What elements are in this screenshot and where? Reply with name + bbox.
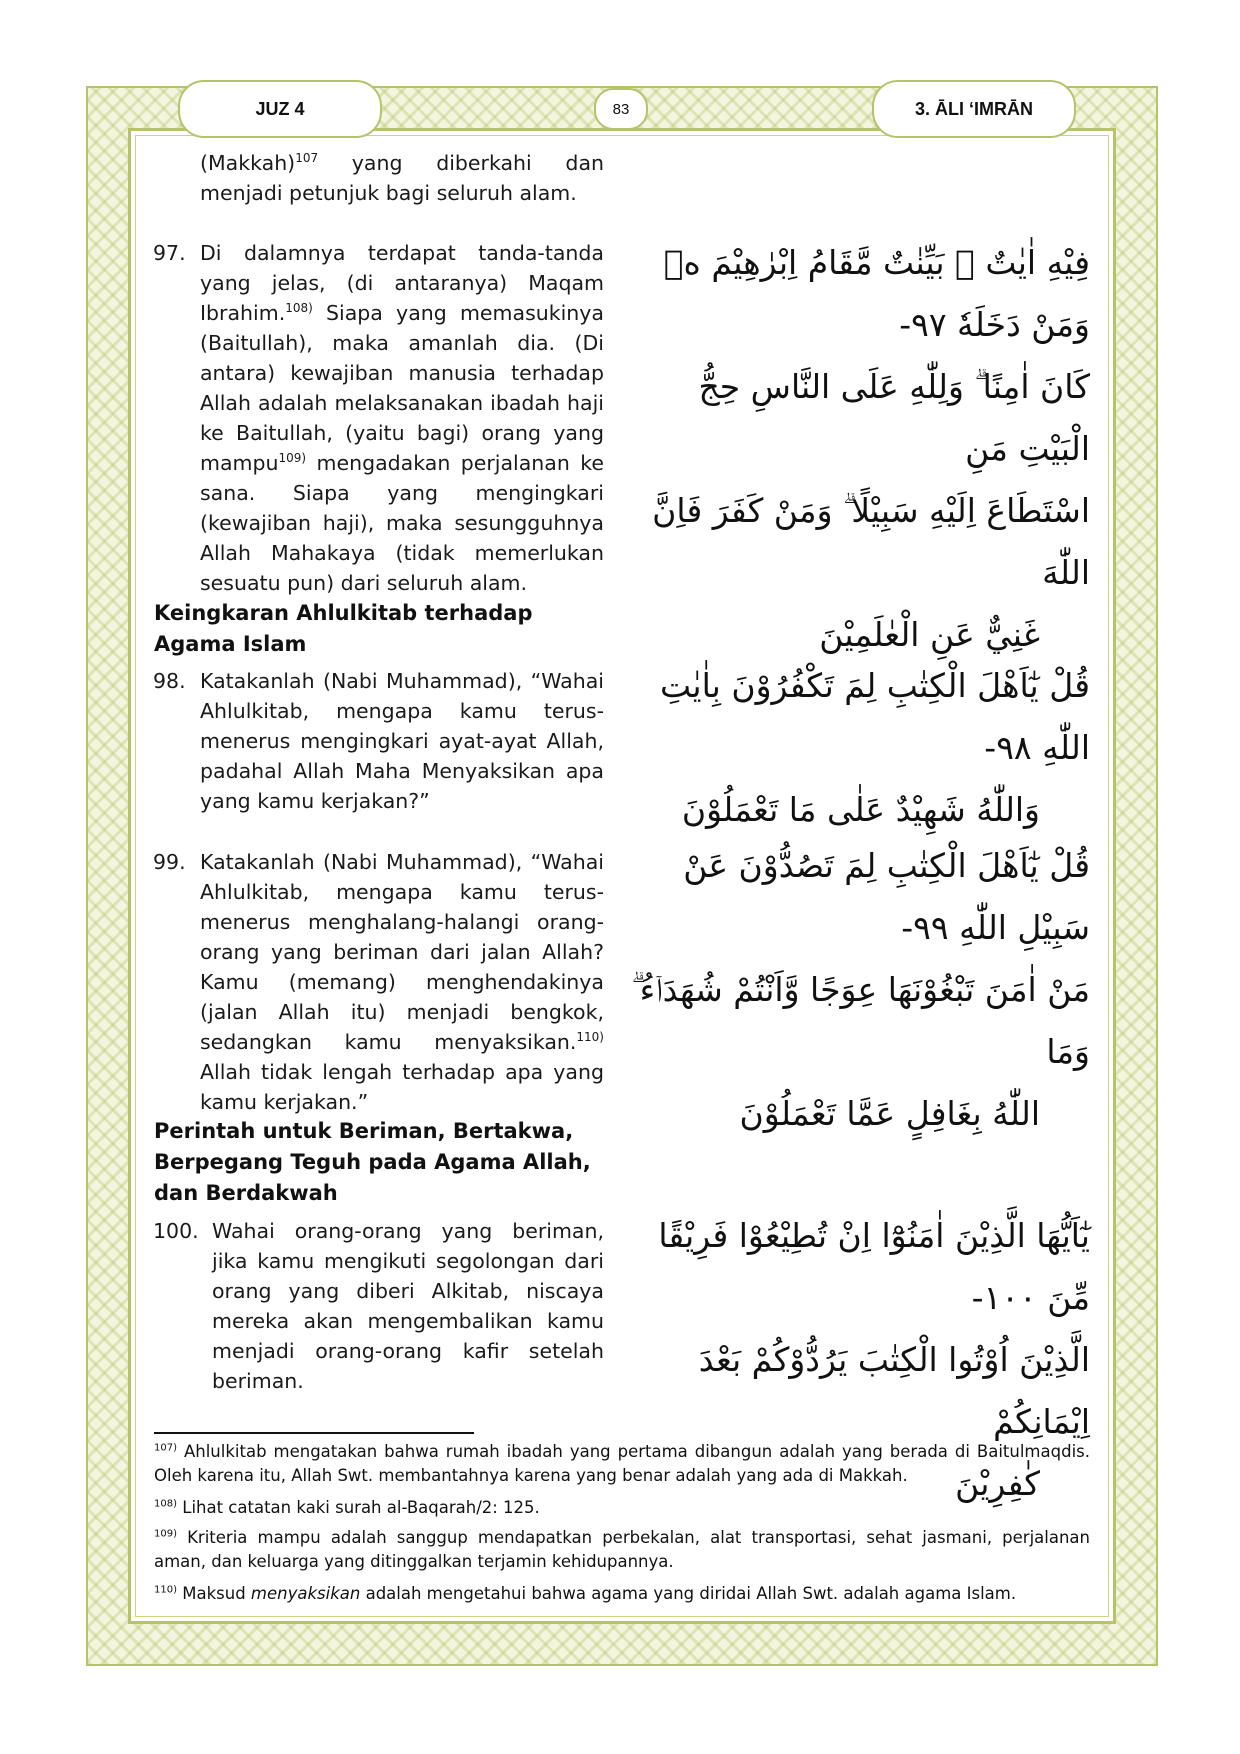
verse-100-arabic: يٰٓاَيُّهَا الَّذِيْنَ اٰمَنُوْٓا اِنْ تُطِيْعُوْا فَرِيْقًا مِّنَ ١٠٠- الَّذِيْنَ اُوْتُوا الْكِتٰبَ يَرُدُّوْكُمْ بَعْدَ اِيْمَانِكُمْ كٰفِرِيْنَ (658, 1216, 1090, 1503)
footnote-divider (154, 1432, 474, 1434)
verse-98-arabic: قُلْ يٰٓاَهْلَ الْكِتٰبِ لِمَ تَكْفُرُوْنَ بِاٰيٰتِ اللّٰهِ ٩٨- وَاللّٰهُ شَهِيْدٌ عَلٰى مَا تَعْمَلُوْنَ (660, 666, 1090, 829)
verse-number-100: 100. (153, 1219, 199, 1243)
verse-97-arabic: فِيْهِ اٰيٰتٌ ۢ بَيِّنٰتٌ مَّقَامُ اِبْرٰهِيْمَ ەۚ وَمَنْ دَخَلَهٗ ٩٧- كَانَ اٰمِنًا ۗ وَلِلّٰهِ عَلَى النَّاسِ حِجُّ الْبَيْتِ مَنِ اسْتَطَاعَ اِلَيْهِ سَبِيْلًا ۗ وَمَنْ كَفَرَ فَاِنَّ اللّٰهَ غَنِيٌّ عَنِ الْعٰلَمِيْنَ (652, 243, 1090, 654)
verse-100-translation: Wahai orang-orang yang beriman, jika kamu mengikuti segolongan dari orang yang diberi Alkitab, niscaya mereka akan mengembalikan kamu menjadi orang-orang kafir setelah beriman. (212, 1219, 604, 1393)
page-number: 83 (594, 88, 648, 130)
footnote-107: $^{107)}$ Ahlulkitab mengatakan bahwa rumah ibadah yang pertama dibangun adalah yang berada di Baitulmaqdis. Oleh karena itu, Allah Swt. membantahnya karena yang benar adalah yang ada di Makkah. (154, 1442, 1090, 1485)
footnote-109: $^{109)}$ Kriteria mampu adalah sanggup mendapatkan perbekalan, alat transportasi, sehat jasmani, perjalanan aman, dan keluarga yang ditinggalkan terjamin kehidupannya. (154, 1528, 1090, 1571)
intro-continuation: (Makkah)$^{107}$ yang diberkahi dan menjadi petunjuk bagi seluruh alam. (200, 151, 604, 205)
verse-98-translation: Katakanlah (Nabi Muhammad), “Wahai Ahlulkitab, mengapa kamu terus-menerus mengingkari ayat-ayat Allah, padahal Allah Maha Menyaksikan apa yang kamu kerjakan?” (200, 669, 604, 813)
verse-number-97: 97. (153, 241, 186, 265)
verse-99-arabic: قُلْ يٰٓاَهْلَ الْكِتٰبِ لِمَ تَصُدُّوْنَ عَنْ سَبِيْلِ اللّٰهِ ٩٩- مَنْ اٰمَنَ تَبْغُوْنَهَا عِوَجًا وَّاَنْتُمْ شُهَدَاۤءُ ۗ وَمَا اللّٰهُ بِغَافِلٍ عَمَّا تَعْمَلُوْنَ (631, 846, 1090, 1133)
verse-number-99: 99. (153, 850, 186, 874)
verse-97-translation: Di dalamnya terdapat tanda-tanda yang jelas, (di antaranya) Maqam Ibrahim.$^{108)}$ Siapa yang memasukinya (Baitullah), maka amanlah dia. (Di antara) kewajiban manusia terhadap Allah adalah melaksanakan ibadah haji ke Baitullah, (yaitu bagi) orang yang mampu$^{109)}$ mengadakan perjalanan ke sana. Siapa yang mengingkari (kewajiban haji), maka sesungguhnya Allah Mahakaya (tidak memerlukan sesuatu pun) dari seluruh alam. (200, 241, 604, 595)
verse-number-98: 98. (153, 669, 186, 693)
footnote-110: $^{110)}$ Maksud menyaksikan adalah mengetahui bahwa agama yang diridai Allah Swt. adalah agama Islam. (154, 1584, 1017, 1603)
footnote-108: $^{108)}$ Lihat catatan kaki surah al-Baqarah/2: 125. (154, 1498, 540, 1517)
juz-label: JUZ 4 (178, 80, 382, 138)
surah-label: 3. ĀLI ‘IMRĀN (872, 80, 1076, 138)
verse-99-translation: Katakanlah (Nabi Muhammad), “Wahai Ahlulkitab, mengapa kamu terus-menerus menghalang-halangi orang-orang yang beriman dari jalan Allah? Kamu (memang) menghendakinya (jalan Allah itu) menjadi bengkok, sedangkan kamu menyaksikan.$^{110)}$ Allah tidak lengah terhadap apa yang kamu kerjakan.” (200, 850, 604, 1114)
section-heading-2: Perintah untuk Beriman, Bertakwa, Berpegang Teguh pada Agama Allah, dan Berdakwah (154, 1119, 591, 1205)
section-heading-1: Keingkaran Ahlulkitab terhadap Agama Islam (154, 601, 533, 656)
